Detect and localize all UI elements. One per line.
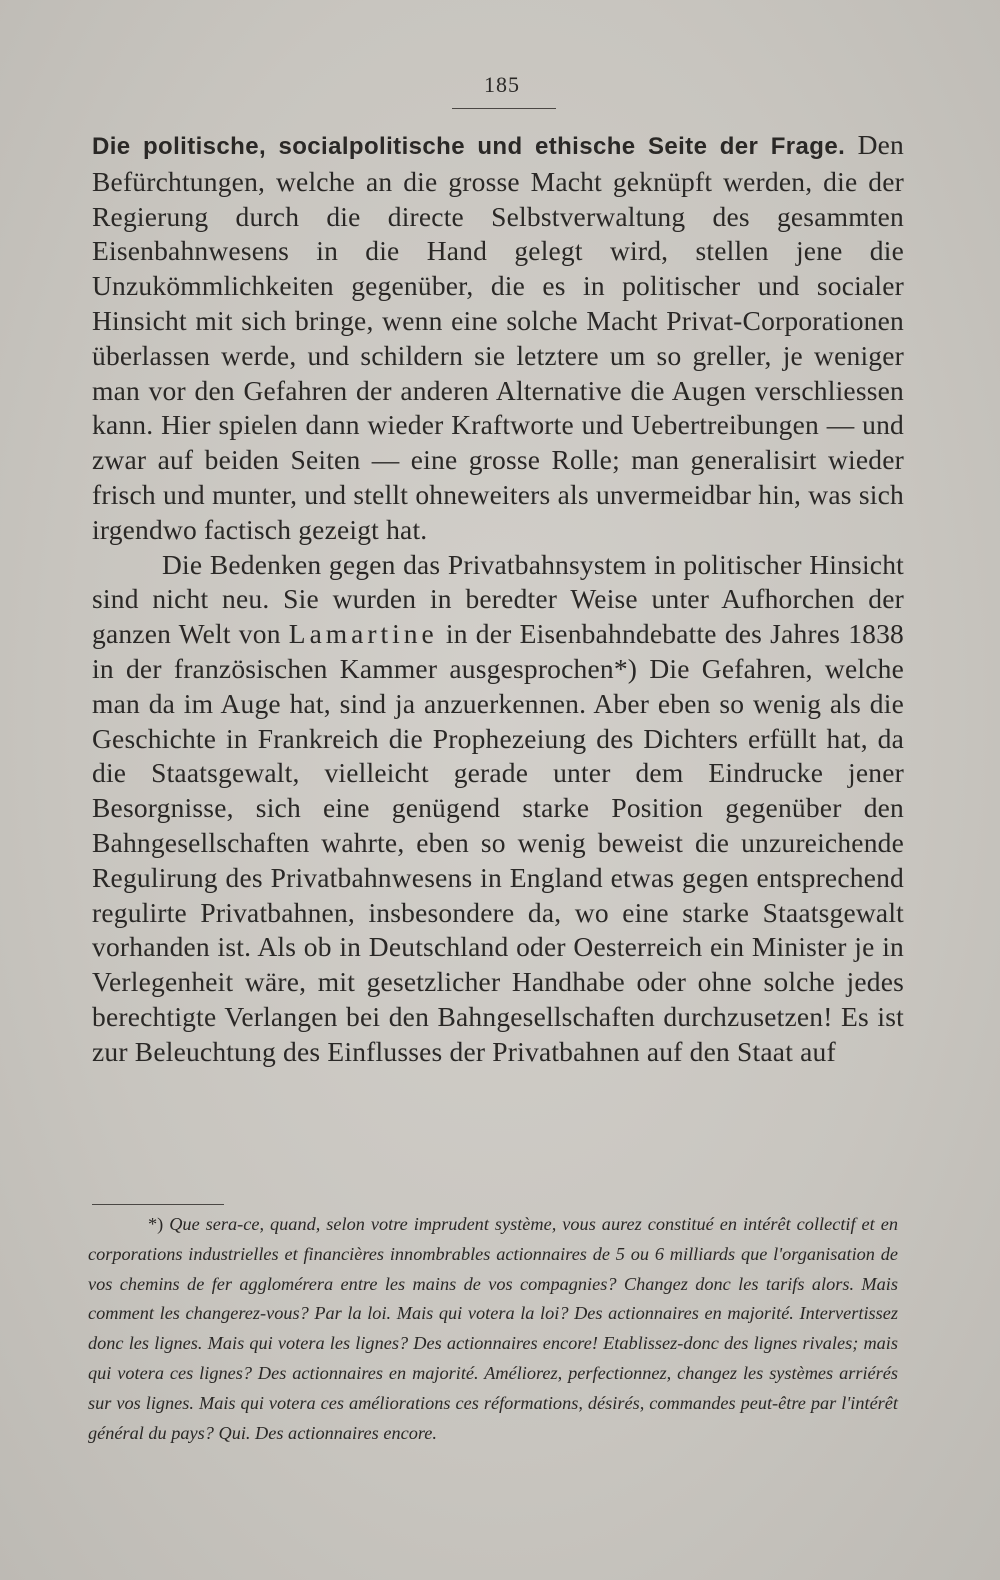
page-number-rule: [452, 108, 556, 109]
paragraph-1-text: Den Befürchtungen, welche an die grosse Macht geknüpft werden, die der Regierung durch die directe Selbstverwaltung des gesammten Eisenbahnwesens in die Hand gelegt wird, stellen jene die Unzukömmlichkeiten gegenüber, die es in politischer und socialer Hinsicht mit sich bringe, wenn eine solche Macht Privat-Corporationen überlassen werde, und schildern sie letztere um so greller, je weniger man vor den Gefahren der anderen Alternative die Augen verschliessen kann. Hier spielen dann wieder Kraftworte und Uebertreibungen — und zwar auf beiden Seiten — eine grosse Rolle; man generalisirt wieder frisch und munter, und stellt ohneweiters als unvermeidbar hin, was sich irgendwo factisch gezeigt hat.: [92, 129, 905, 545]
footnote-text: Que sera-ce, quand, selon votre imprudent système, vous aurez constitué en intérêt collectif et en corporations industrielles et financières innombrables actionnaires de 5 ou 6 milliards que l'organisation de vos chemins de fer agglomérera entre les mains de vos compagnies? Changez donc les tarifs alors. Mais comment les changerez-vous? Par la loi. Mais qui votera la loi? Des actionnaires en majorité. Intervertissez donc les lignes. Mais qui votera les lignes? Des actionnaires encore! Etablissez-donc des lignes rivales; mais qui votera ces lignes? Des actionnaires en majorité. Améliorez, perfectionnez, changez les systèmes arriérés sur vos lignes. Mais qui votera ces améliorations ces réformations, désirés, commandes peut-être par l'intérêt général du pays? Qui. Des actionnaires encore.: [88, 1214, 898, 1443]
body-text: [92, 128, 904, 1070]
footnote-mark: *): [148, 1214, 164, 1234]
author-name: Lamartine: [288, 618, 438, 650]
paragraph-2-text-b: in der Eisenbahndebatte des Jahres 1838 in der französischen Kammer ausgesprochen*) Die Gefahren, welche man da im Auge hat, sind ja anzuerkennen. Aber eben so wenig als die Geschichte in Frankreich die Prophezeiung des Dichters erfüllt hat, da die Staatsgewalt, vielleicht gerade unter dem Eindrucke jener Besorgnisse, sich eine genügend starke Position gegenüber den Bahngesellschaften wahrte, eben so wenig beweist die unzureichende Regulirung des Privatbahnwesens in England etwas gegen entsprechend regulirte Privatbahnen, insbesondere da, wo eine starke Staatsgewalt vorhanden ist. Als ob in Deutschland oder Oesterreich ein Minister je in Verlegenheit wäre, mit gesetzlicher Handhabe oder ohne solche jedes berechtigte Verlangen bei den Bahngesellschaften durchzusetzen! Es ist zur Beleuchtung des Einflusses der Privatbahnen auf den Staat auf: [92, 618, 904, 1067]
paragraph-2: [92, 548, 904, 1070]
section-heading: Die politische, socialpolitische und ethische Seite der Frage.: [92, 133, 846, 160]
paragraph-1: [92, 128, 904, 548]
footnote: [88, 1210, 898, 1448]
footnote-rule: [92, 1204, 224, 1205]
paragraph-2-text-a: Die Bedenken gegen das Privatbahnsystem in politischer Hinsicht sind nicht neu. Sie wurden in beredter Weise unter Aufhorchen der ganzen Welt von: [92, 548, 904, 650]
page-number: 185: [484, 72, 520, 97]
